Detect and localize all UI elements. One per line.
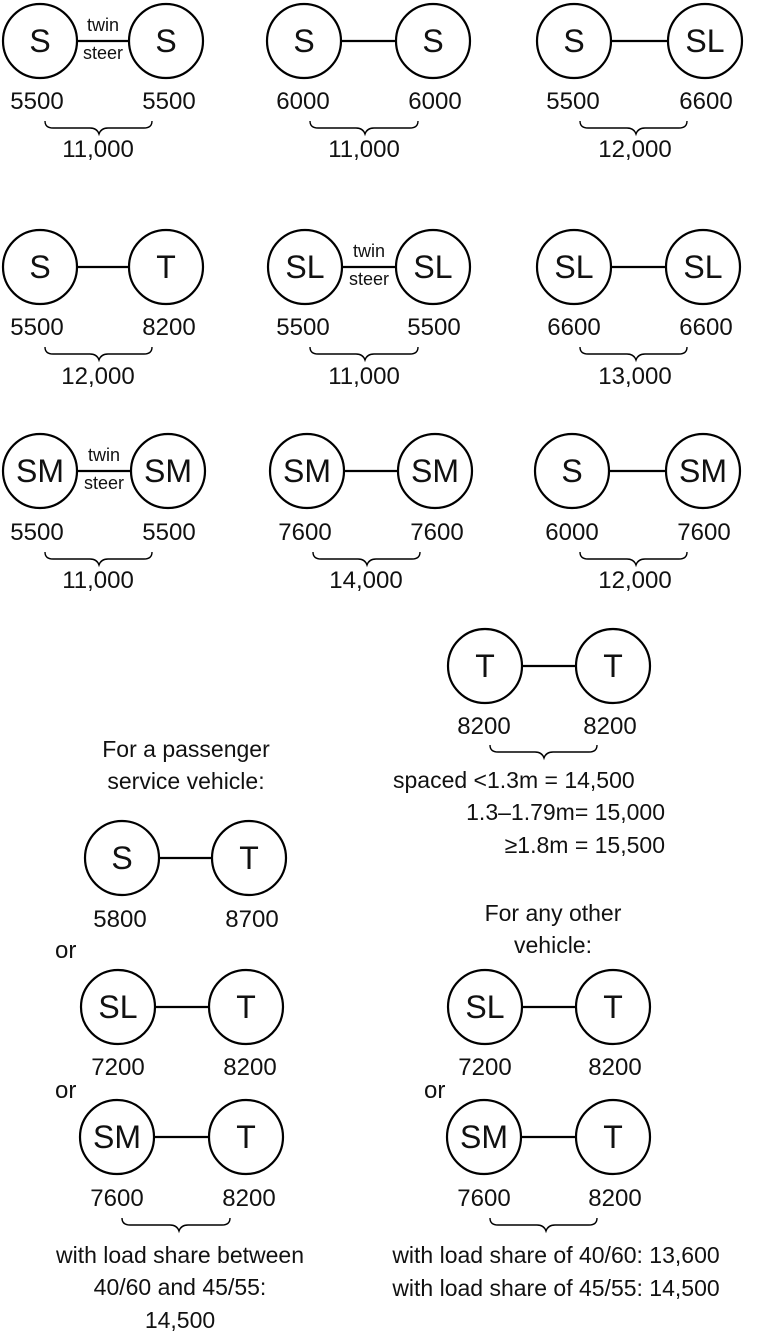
axle-type-label: T [236,1119,256,1155]
twin-label: twin [86,15,120,35]
tandem-spacing-line: 1.3–1.79m= 15,000 [466,799,665,825]
or-label: or [424,1077,446,1104]
axle-type-label: SL [683,249,723,285]
axle-group-9 [535,434,740,594]
axle-weight: 5500 [142,88,196,115]
axle-weight: 6600 [547,314,601,341]
total-brace [122,1218,230,1231]
axle-weight: 8200 [588,1054,642,1081]
axle-type-label: SL [685,23,725,59]
section-heading: For any other [484,900,622,926]
axle-weight: 8200 [588,1185,642,1212]
axle-weight: 5800 [93,906,147,933]
load-share-text: with load share between [55,1242,305,1268]
axle-type-label: S [29,23,51,59]
axle-group-8 [270,434,472,594]
axle-weight: 5500 [10,314,64,341]
tandem-spacing-line: ≥1.8m = 15,500 [504,832,665,858]
tandem-group [393,629,665,858]
axle-weight: 8200 [222,1185,276,1212]
axle-type-label: S [29,249,51,285]
axle-type-label: T [236,989,256,1025]
axle-type-label: SM [93,1119,141,1155]
axle-weight: 5500 [276,314,330,341]
total-brace [310,121,418,134]
total-brace [310,347,418,360]
steer-label: steer [82,43,124,63]
axle-type-label: S [111,840,133,876]
twin-label: twin [87,445,121,465]
axle-weight: 7600 [410,519,464,546]
other-vehicle-section [391,900,719,1301]
axle-weight: 8700 [225,906,279,933]
axle-group-7 [3,434,205,594]
load-share-text: with load share of 40/60: 13,600 [392,1242,720,1268]
load-share-text: with load share of 45/55: 14,500 [392,1275,720,1301]
total-brace [580,552,687,565]
total-brace [45,347,152,360]
group-total: 11,000 [328,363,400,390]
axle-weight: 8200 [223,1054,277,1081]
steer-label: steer [83,473,125,493]
or-label: or [55,1077,77,1104]
total-brace [313,552,420,565]
axle-weight: 8200 [457,713,511,740]
axle-weight: 7600 [278,519,332,546]
axle-weight: 8200 [583,713,637,740]
axle-type-label: T [475,648,495,684]
axle-type-label: S [422,23,444,59]
axle-weight: 7600 [457,1185,511,1212]
section-heading: vehicle: [514,932,592,958]
group-total: 11,000 [62,567,134,594]
axle-type-label: T [603,989,623,1025]
group-total: 14,000 [329,567,403,594]
axle-type-label: SM [679,453,727,489]
axle-type-label: SL [465,989,505,1025]
axle-group-1 [3,4,203,163]
axle-group-2 [267,4,470,163]
axle-type-label: SM [283,453,331,489]
axle-type-label: SM [411,453,459,489]
axle-type-label: SL [413,249,453,285]
axle-type-label: S [293,23,315,59]
axle-type-label: T [239,840,259,876]
twin-label: twin [352,241,386,261]
axle-weight: 7200 [91,1054,145,1081]
axle-weight: 5500 [10,519,64,546]
axle-type-label: SL [98,989,138,1025]
axle-type-label: S [561,453,583,489]
total-brace [580,121,687,134]
load-share-text: 40/60 and 45/55: [93,1274,267,1300]
axle-type-label: S [563,23,585,59]
axle-group-4 [3,230,203,390]
axle-group-5 [268,230,470,390]
axle-weight: 5500 [142,519,196,546]
axle-type-label: SM [16,453,64,489]
tandem-spacing-line: spaced <1.3m = 14,500 [393,767,635,793]
group-total: 12,000 [61,363,135,390]
total-brace [490,1218,597,1231]
axle-weight: 7600 [677,519,731,546]
group-total: 13,000 [598,363,672,390]
axle-type-label: SM [460,1119,508,1155]
total-brace [45,121,152,134]
axle-weight: 6600 [679,314,733,341]
axle-weight: 7600 [90,1185,144,1212]
or-label: or [55,937,77,964]
group-total: 12,000 [598,136,672,163]
axle-weight: 6000 [276,88,330,115]
axle-type-label: S [155,23,177,59]
axle-type-label: T [603,1119,623,1155]
steer-label: steer [348,269,390,289]
axle-weight: 8200 [142,314,196,341]
group-total: 11,000 [62,136,134,163]
axle-type-label: T [156,249,176,285]
axle-weight: 7200 [458,1054,512,1081]
group-total: 11,000 [328,136,400,163]
axle-type-label: SL [554,249,594,285]
passenger-vehicle-section [55,736,304,1333]
total-brace [580,347,687,360]
axle-weight: 6600 [679,88,733,115]
axle-weight: 5500 [546,88,600,115]
axle-group-3 [537,4,742,163]
axle-weight: 6000 [545,519,599,546]
load-share-text: 14,500 [144,1307,216,1333]
axle-weight: 5500 [10,88,64,115]
total-brace [490,745,597,758]
group-total: 12,000 [598,567,672,594]
axle-group-6 [537,230,740,390]
section-heading: service vehicle: [107,768,265,794]
section-heading: For a passenger [102,736,270,762]
axle-type-label: SM [144,453,192,489]
axle-type-label: T [603,648,623,684]
axle-type-label: SL [285,249,325,285]
total-brace [45,552,152,565]
axle-weight: 6000 [408,88,462,115]
axle-weight: 5500 [407,314,461,341]
